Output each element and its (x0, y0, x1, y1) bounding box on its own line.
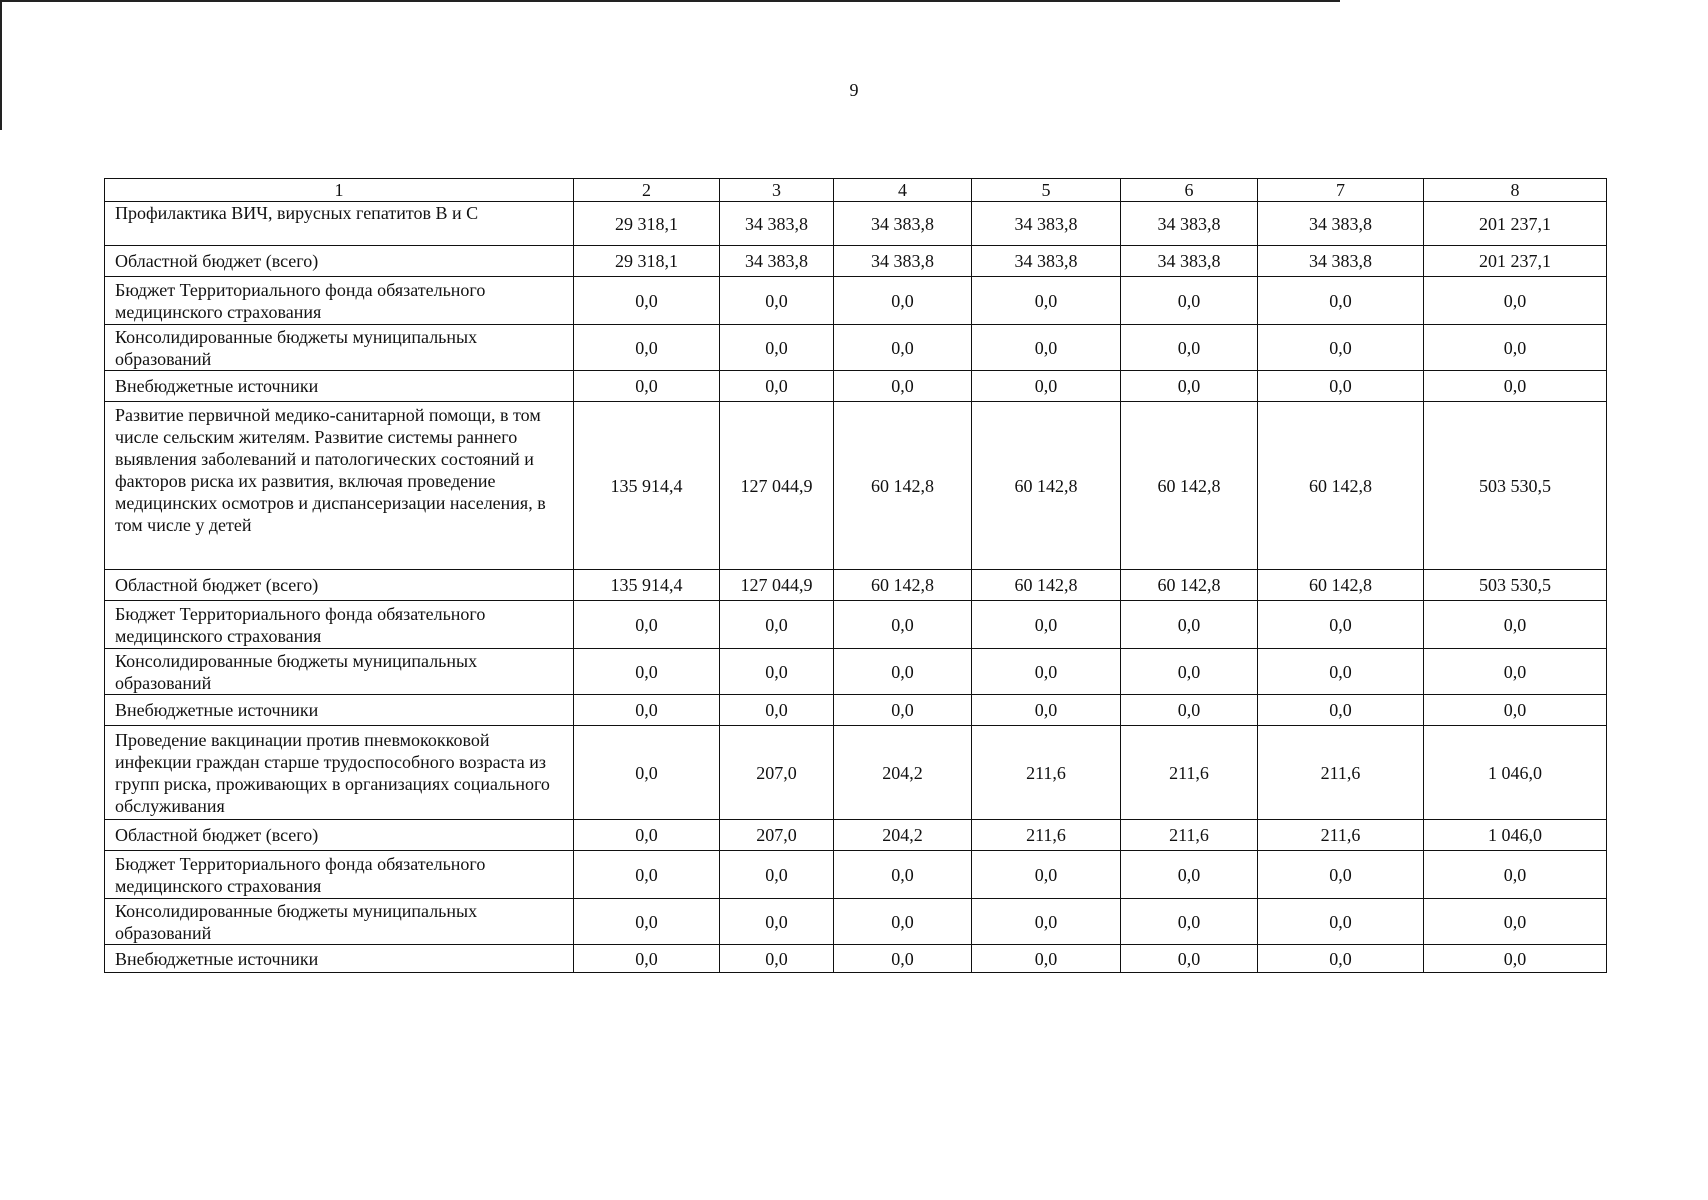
row-value: 0,0 (1121, 325, 1258, 371)
row-value: 0,0 (1258, 601, 1424, 649)
row-value: 127 044,9 (720, 402, 834, 570)
row-value: 34 383,8 (834, 246, 972, 277)
row-value: 0,0 (1424, 277, 1607, 325)
page-number: 9 (849, 80, 859, 100)
row-value: 0,0 (1121, 277, 1258, 325)
row-value: 0,0 (1121, 899, 1258, 945)
row-value: 0,0 (720, 695, 834, 726)
row-value: 211,6 (1258, 726, 1424, 820)
table-row (105, 570, 1607, 601)
row-value: 0,0 (1424, 649, 1607, 695)
table-row (105, 371, 1607, 402)
row-value: 0,0 (1424, 945, 1607, 973)
table-row (105, 820, 1607, 851)
row-label: Областной бюджет (всего) (105, 570, 574, 601)
row-value: 0,0 (972, 649, 1121, 695)
table-row (105, 726, 1607, 820)
row-value: 0,0 (1424, 601, 1607, 649)
row-value: 60 142,8 (1121, 402, 1258, 570)
row-value: 60 142,8 (972, 402, 1121, 570)
row-value: 211,6 (1121, 726, 1258, 820)
row-value: 0,0 (720, 899, 834, 945)
row-label: Развитие первичной медико-санитарной помощи, в том числе сельским жителям. Развитие системы раннего выявления заболеваний и патологических состояний и факторов риска их развития, включая проведение медицинских осмотров и диспансеризации населения, в том числе у детей (105, 402, 574, 570)
row-label: Бюджет Территориального фонда обязательного медицинского страхования (105, 601, 574, 649)
row-value: 0,0 (720, 649, 834, 695)
row-value: 127 044,9 (720, 570, 834, 601)
row-value: 0,0 (972, 325, 1121, 371)
row-value: 0,0 (834, 899, 972, 945)
row-value: 0,0 (834, 695, 972, 726)
row-value: 34 383,8 (1258, 246, 1424, 277)
row-value: 34 383,8 (1121, 202, 1258, 246)
row-value: 0,0 (834, 371, 972, 402)
table-row (105, 649, 1607, 695)
column-number: 3 (720, 179, 834, 202)
row-value: 201 237,1 (1424, 202, 1607, 246)
table-row (105, 325, 1607, 371)
row-value: 211,6 (972, 820, 1121, 851)
row-value: 1 046,0 (1424, 726, 1607, 820)
row-value: 503 530,5 (1424, 402, 1607, 570)
column-number: 5 (972, 179, 1121, 202)
row-value: 0,0 (574, 649, 720, 695)
column-number: 6 (1121, 179, 1258, 202)
table-row (105, 899, 1607, 945)
row-value: 0,0 (1258, 695, 1424, 726)
row-label: Областной бюджет (всего) (105, 246, 574, 277)
row-value: 211,6 (1121, 820, 1258, 851)
row-label: Бюджет Территориального фонда обязательного медицинского страхования (105, 851, 574, 899)
row-value: 0,0 (1424, 695, 1607, 726)
row-value: 0,0 (574, 371, 720, 402)
column-number: 1 (105, 179, 574, 202)
row-value: 0,0 (1258, 277, 1424, 325)
row-label: Внебюджетные источники (105, 371, 574, 402)
row-value: 0,0 (1121, 945, 1258, 973)
table-row (105, 402, 1607, 570)
table-row (105, 277, 1607, 325)
table-row (105, 945, 1607, 973)
row-label: Профилактика ВИЧ, вирусных гепатитов В и С (105, 202, 574, 246)
row-value: 0,0 (972, 851, 1121, 899)
row-value: 0,0 (834, 945, 972, 973)
row-value: 0,0 (720, 945, 834, 973)
column-number: 8 (1424, 179, 1607, 202)
column-number: 7 (1258, 179, 1424, 202)
row-value: 0,0 (720, 371, 834, 402)
row-value: 60 142,8 (1258, 402, 1424, 570)
row-value: 0,0 (834, 601, 972, 649)
row-label: Проведение вакцинации против пневмококковой инфекции граждан старше трудоспособного возраста из групп риска, проживающих в организациях социального обслуживания (105, 726, 574, 820)
row-value: 29 318,1 (574, 246, 720, 277)
row-value: 0,0 (1121, 695, 1258, 726)
row-value: 503 530,5 (1424, 570, 1607, 601)
row-value: 0,0 (972, 277, 1121, 325)
table-row (105, 695, 1607, 726)
row-value: 0,0 (972, 695, 1121, 726)
row-value: 1 046,0 (1424, 820, 1607, 851)
row-value: 135 914,4 (574, 402, 720, 570)
row-value: 0,0 (1121, 371, 1258, 402)
row-value: 0,0 (1258, 899, 1424, 945)
row-value: 207,0 (720, 726, 834, 820)
row-value: 0,0 (720, 851, 834, 899)
row-value: 34 383,8 (720, 246, 834, 277)
row-label: Внебюджетные источники (105, 945, 574, 973)
row-value: 29 318,1 (574, 202, 720, 246)
row-value: 0,0 (720, 601, 834, 649)
row-value: 34 383,8 (972, 202, 1121, 246)
column-number-row (105, 179, 1607, 202)
row-value: 0,0 (834, 649, 972, 695)
row-value: 204,2 (834, 820, 972, 851)
scan-edge-top (0, 0, 1340, 2)
row-value: 0,0 (1424, 325, 1607, 371)
row-value: 60 142,8 (834, 570, 972, 601)
row-label: Внебюджетные источники (105, 695, 574, 726)
row-label: Консолидированные бюджеты муниципальных образований (105, 899, 574, 945)
table-row (105, 601, 1607, 649)
row-value: 0,0 (834, 325, 972, 371)
column-number: 4 (834, 179, 972, 202)
row-value: 0,0 (720, 325, 834, 371)
row-value: 0,0 (720, 277, 834, 325)
row-value: 34 383,8 (720, 202, 834, 246)
row-value: 0,0 (972, 371, 1121, 402)
row-value: 211,6 (972, 726, 1121, 820)
row-value: 207,0 (720, 820, 834, 851)
row-value: 0,0 (834, 851, 972, 899)
row-value: 34 383,8 (972, 246, 1121, 277)
row-value: 0,0 (1258, 325, 1424, 371)
row-value: 0,0 (1121, 851, 1258, 899)
row-value: 0,0 (574, 695, 720, 726)
budget-table (104, 178, 1607, 973)
row-value: 60 142,8 (1258, 570, 1424, 601)
row-value: 204,2 (834, 726, 972, 820)
row-value: 0,0 (972, 899, 1121, 945)
row-value: 60 142,8 (1121, 570, 1258, 601)
row-value: 135 914,4 (574, 570, 720, 601)
row-value: 0,0 (1424, 371, 1607, 402)
column-number: 2 (574, 179, 720, 202)
row-label: Консолидированные бюджеты муниципальных образований (105, 649, 574, 695)
row-value: 0,0 (834, 277, 972, 325)
row-value: 34 383,8 (1258, 202, 1424, 246)
row-value: 0,0 (1424, 899, 1607, 945)
row-value: 201 237,1 (1424, 246, 1607, 277)
row-value: 0,0 (574, 851, 720, 899)
scan-edge-left (0, 0, 2, 130)
row-value: 0,0 (574, 601, 720, 649)
row-label: Консолидированные бюджеты муниципальных образований (105, 325, 574, 371)
row-value: 0,0 (972, 601, 1121, 649)
row-label: Областной бюджет (всего) (105, 820, 574, 851)
table-row (105, 246, 1607, 277)
row-value: 0,0 (574, 820, 720, 851)
row-value: 34 383,8 (834, 202, 972, 246)
row-value: 0,0 (574, 325, 720, 371)
row-value: 0,0 (972, 945, 1121, 973)
row-value: 0,0 (1258, 649, 1424, 695)
table-row (105, 202, 1607, 246)
table-row (105, 851, 1607, 899)
row-value: 0,0 (1258, 945, 1424, 973)
row-value: 0,0 (1121, 601, 1258, 649)
row-value: 0,0 (574, 277, 720, 325)
row-value: 34 383,8 (1121, 246, 1258, 277)
row-value: 0,0 (1258, 851, 1424, 899)
row-value: 0,0 (1424, 851, 1607, 899)
row-value: 211,6 (1258, 820, 1424, 851)
row-value: 60 142,8 (972, 570, 1121, 601)
row-value: 0,0 (574, 899, 720, 945)
row-value: 0,0 (574, 726, 720, 820)
row-value: 0,0 (1258, 371, 1424, 402)
row-value: 0,0 (1121, 649, 1258, 695)
row-label: Бюджет Территориального фонда обязательного медицинского страхования (105, 277, 574, 325)
row-value: 0,0 (574, 945, 720, 973)
row-value: 60 142,8 (834, 402, 972, 570)
